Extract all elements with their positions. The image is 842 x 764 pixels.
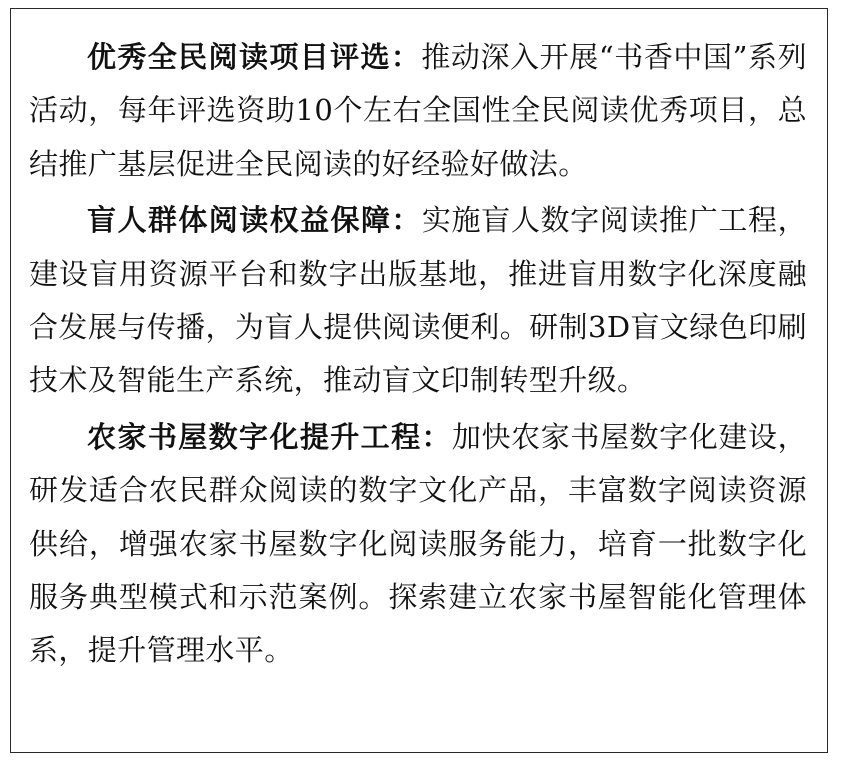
paragraph-body: 加快农家书屋数字化建设，研发适合农民群众阅读的数字文化产品，丰富数字阅读资源供给，增强农家书屋数字化阅读服务能力，培育一批数字化服务典型模式和示范案例。探索建立农家书屋智能化管理体系，提升管理水平。 xyxy=(29,419,807,668)
paragraph-body: 实施盲人数字阅读推广工程，建设盲用资源平台和数字出版基地，推进盲用数字化深度融合发展与传播，为盲人提供阅读便利。研制3D盲文绿色印刷技术及智能生产系统，推动盲文印制转型升级。 xyxy=(29,203,808,398)
paragraph-heading: 农家书屋数字化提升工程： xyxy=(87,419,452,454)
paragraph-blind-reading-rights xyxy=(29,194,807,408)
paragraph-body: 推动深入开展“书香中国”系列活动，每年评选资助10个左右全国性全民阅读优秀项目，总结推广基层促进全民阅读的好经验好做法。 xyxy=(29,40,807,181)
text-box xyxy=(10,8,828,753)
paragraph-rural-bookhouse-digitalization xyxy=(29,411,807,678)
paragraph-heading: 盲人群体阅读权益保障： xyxy=(87,203,422,238)
paragraph-heading: 优秀全民阅读项目评选： xyxy=(87,40,422,74)
paragraph-reading-project-selection xyxy=(29,31,807,191)
